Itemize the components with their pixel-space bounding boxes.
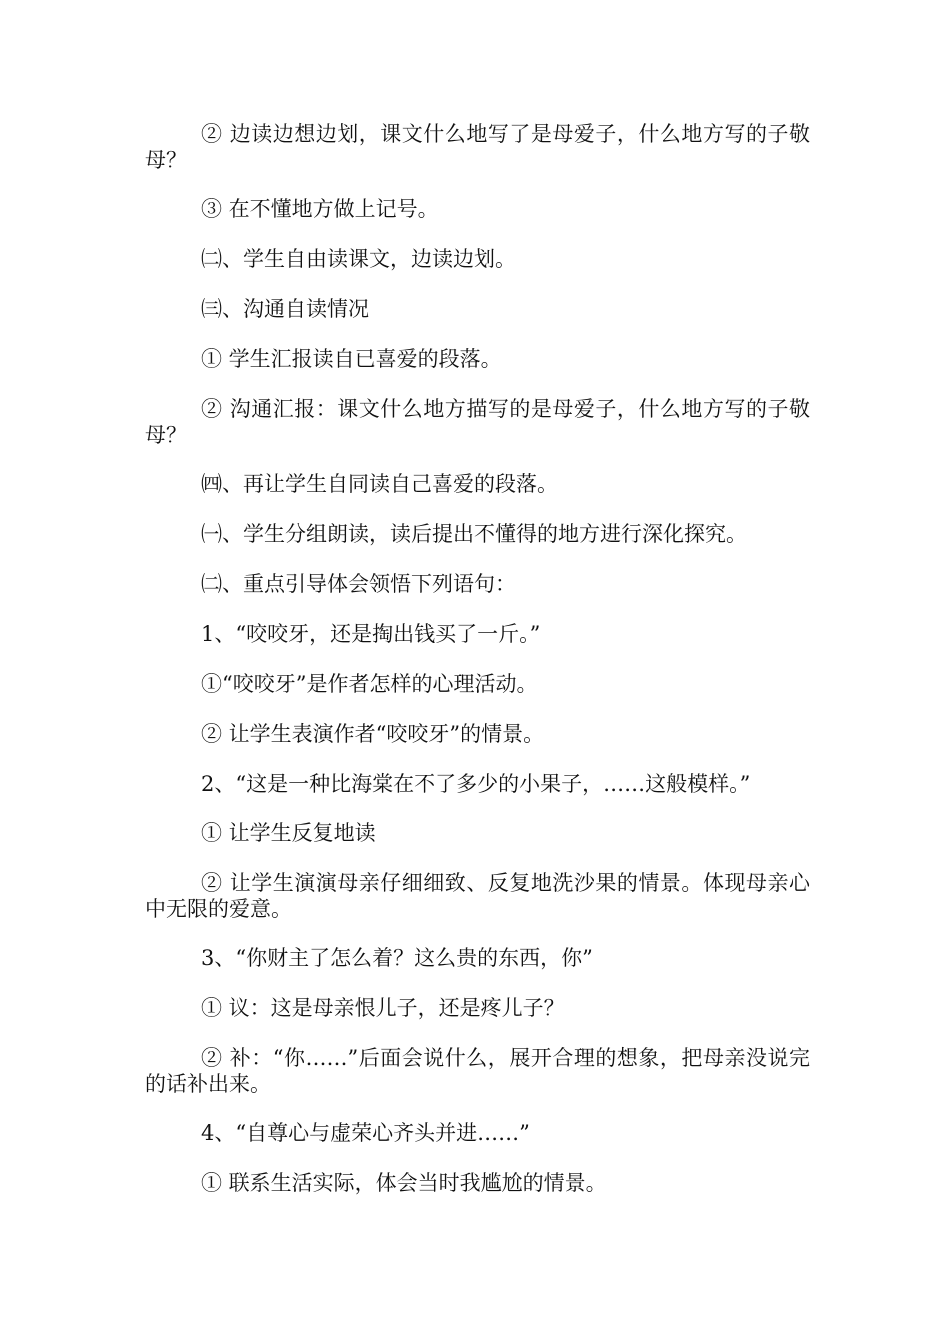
paragraph: ㈢、沟通自读情况 bbox=[201, 297, 369, 321]
paragraph: ㈡、学生自由读课文，边读边划。 bbox=[201, 247, 516, 271]
paragraph: ② 边读边想边划，课文什么地写了是母爱子，什么地方写的子敬母？ bbox=[145, 122, 810, 172]
paragraph: ③ 在不懂地方做上记号。 bbox=[201, 197, 439, 221]
paragraph: ① 学生汇报读自已喜爱的段落。 bbox=[201, 347, 502, 371]
paragraph: ㈡、重点引导体会领悟下列语句： bbox=[201, 572, 516, 596]
paragraph: ㈣、再让学生自同读自己喜爱的段落。 bbox=[201, 472, 558, 496]
paragraph: ① 议：这是母亲恨儿子，还是疼儿子？ bbox=[201, 996, 565, 1020]
paragraph: 3、“你财主了怎么着？这么贵的东西，你” bbox=[201, 946, 593, 970]
document-body bbox=[145, 121, 810, 1220]
paragraph: ② 让学生表演作者“咬咬牙”的情景。 bbox=[201, 722, 545, 746]
paragraph: 2、“这是一种比海棠在不了多少的小果子，……这般模样。” bbox=[201, 772, 751, 796]
paragraph: ① 让学生反复地读 bbox=[201, 821, 376, 845]
paragraph: ② 沟通汇报：课文什么地方描写的是母爱子，什么地方写的子敬母？ bbox=[145, 397, 810, 447]
paragraph: ② 让学生演演母亲仔细细致、反复地洗沙果的情景。体现母亲心中无限的爱意。 bbox=[145, 871, 810, 921]
paragraph: 4、“自尊心与虚荣心齐头并进……” bbox=[201, 1121, 530, 1145]
paragraph: 1、“咬咬牙，还是掏出钱买了一斤。” bbox=[201, 622, 541, 646]
paragraph: ② 补：“你……”后面会说什么，展开合理的想象，把母亲没说完的话补出来。 bbox=[145, 1046, 810, 1096]
paragraph: ① 联系生活实际，体会当时我尴尬的情景。 bbox=[201, 1171, 607, 1195]
paragraph: ㈠、学生分组朗读，读后提出不懂得的地方进行深化探究。 bbox=[201, 522, 747, 546]
paragraph: ①“咬咬牙”是作者怎样的心理活动。 bbox=[201, 672, 538, 696]
